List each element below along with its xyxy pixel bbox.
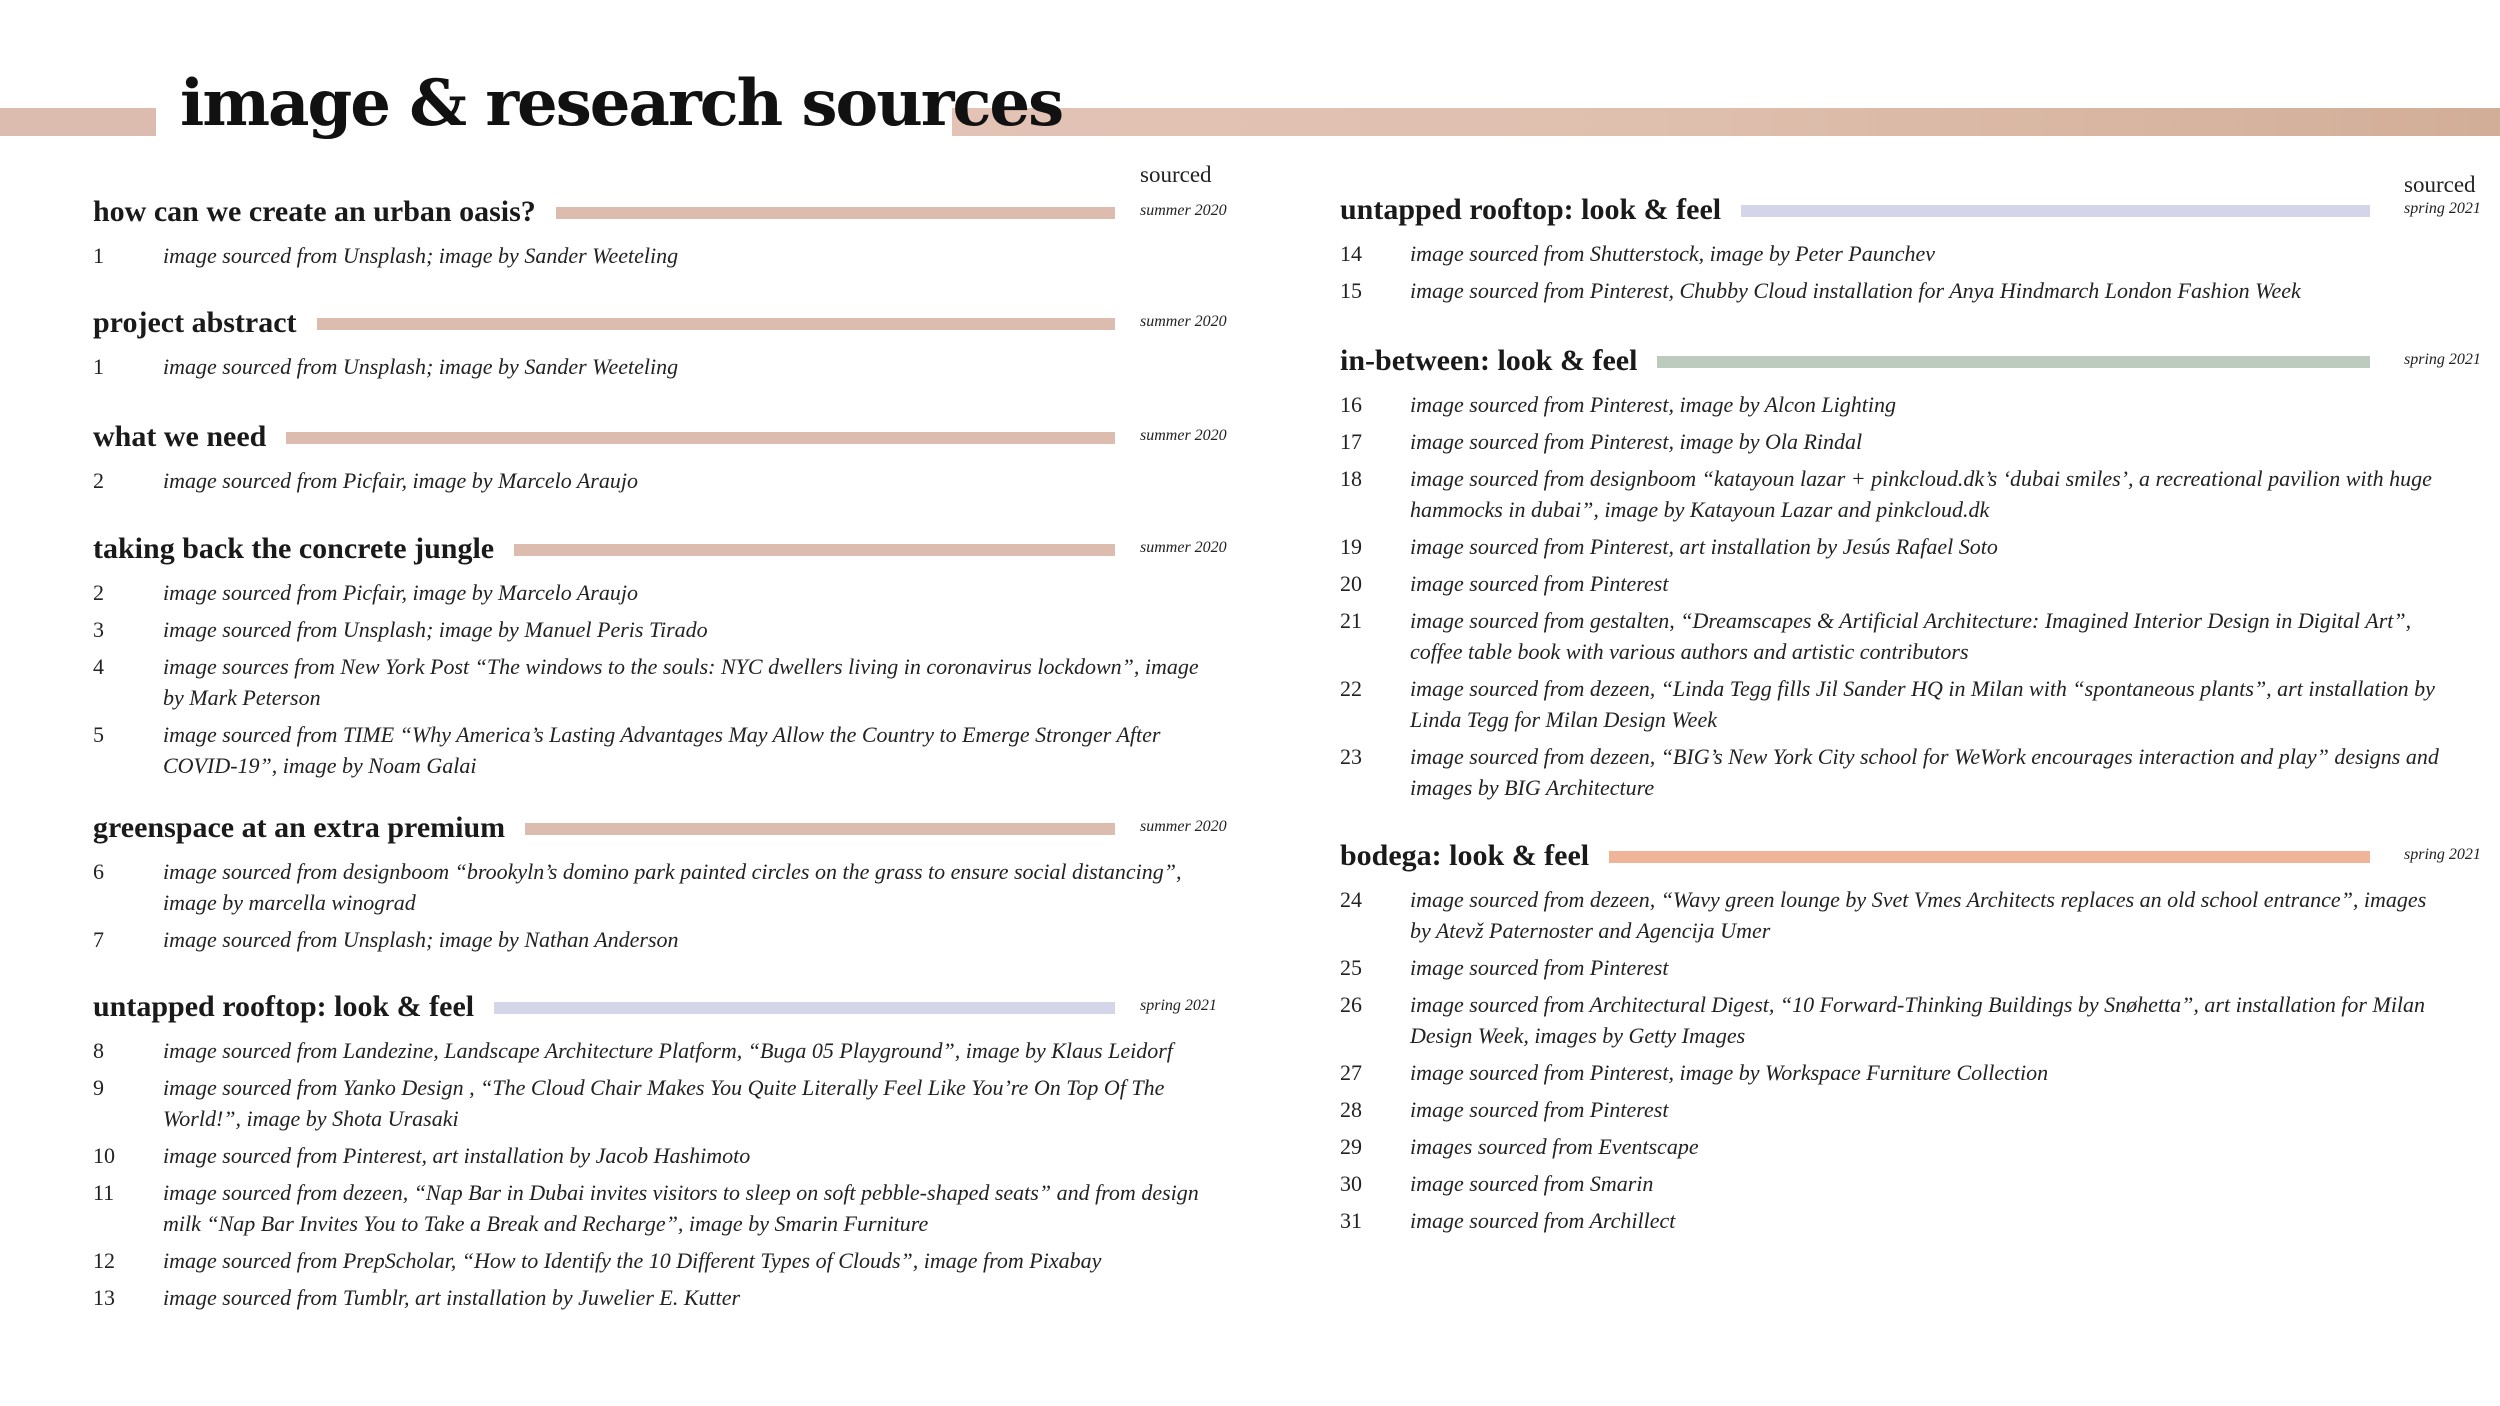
- source-number: 2: [93, 580, 104, 605]
- section-date: summer 2020: [1140, 539, 1227, 556]
- source-text: image sourced from Unsplash; image by Sander Weeteling: [163, 243, 679, 268]
- source-item: [1340, 673, 2480, 735]
- source-number: 14: [1340, 241, 1362, 266]
- source-item: [1340, 989, 2480, 1051]
- source-section: [93, 808, 1243, 961]
- source-text: image sourced from Picfair, image by Marcelo Araujo: [163, 468, 638, 493]
- section-header: [93, 417, 1243, 457]
- source-number: 4: [93, 654, 104, 679]
- section-date: spring 2021: [2404, 351, 2481, 368]
- section-date: spring 2021: [1140, 997, 1217, 1014]
- sourced-label-left: sourced: [1140, 162, 1212, 187]
- section-header: [93, 808, 1243, 848]
- source-section: [93, 987, 1243, 1319]
- source-text: image sourced from gestalten, “Dreamscapes & Artificial Architecture: Imagined Interior Design in Digital Art”, coffee table book with various authors and artistic contributors: [1410, 608, 2412, 664]
- source-items: [1340, 884, 2480, 1236]
- source-number: 22: [1340, 676, 1362, 701]
- source-text: image sourced from Pinterest: [1410, 571, 1669, 596]
- source-item: [93, 651, 1243, 713]
- source-items: [1340, 389, 2480, 803]
- source-text: image sourced from Unsplash; image by Nathan Anderson: [163, 927, 679, 952]
- source-text: image sourced from Pinterest, art installation by Jesús Rafael Soto: [1410, 534, 1998, 559]
- source-section: [1340, 190, 2480, 312]
- source-number: 3: [93, 617, 104, 642]
- source-item: [93, 351, 1243, 382]
- section-title: how can we create an urban oasis?: [93, 195, 536, 228]
- source-number: 20: [1340, 571, 1362, 596]
- source-item: [1340, 884, 2480, 946]
- source-item: [1340, 238, 2480, 269]
- source-text: image sourced from designboom “katayoun lazar + pinkcloud.dk’s ‘dubai smiles’, a recreational pavilion with huge hammocks in dubai”, image by Katayoun Lazar and pinkcloud.dk: [1410, 466, 2432, 522]
- source-number: 10: [93, 1143, 115, 1168]
- section-header: [93, 192, 1243, 232]
- source-number: 26: [1340, 992, 1362, 1017]
- section-divider-bar: [1741, 205, 2370, 217]
- source-item: [93, 856, 1243, 918]
- section-title: greenspace at an extra premium: [93, 811, 506, 844]
- section-date: spring 2021: [2404, 200, 2481, 217]
- source-text: image sourced from Architectural Digest, “10 Forward-Thinking Buildings by Snøhetta”, art installation for Milan Design Week, images by Getty Images: [1410, 992, 2426, 1048]
- title-bar-right: [952, 108, 2500, 136]
- source-text: image sourced from Landezine, Landscape Architecture Platform, “Buga 05 Playground”, image by Klaus Leidorf: [163, 1038, 1173, 1063]
- source-number: 2: [93, 468, 104, 493]
- section-header: [93, 987, 1243, 1027]
- section-title: bodega: look & feel: [1340, 839, 1590, 872]
- source-item: [93, 1072, 1243, 1134]
- source-section: [1340, 341, 2480, 809]
- source-number: 27: [1340, 1060, 1362, 1085]
- source-item: [93, 240, 1243, 271]
- source-text: image sourced from designboom “brookyln’s domino park painted circles on the grass to ensure social distancing”, image by marcella winograd: [163, 859, 1182, 915]
- source-number: 12: [93, 1248, 115, 1273]
- source-number: 29: [1340, 1134, 1362, 1159]
- source-item: [1340, 1168, 2480, 1199]
- source-item: [93, 1035, 1243, 1066]
- source-text: image sourced from Tumblr, art installation by Juwelier E. Kutter: [163, 1285, 741, 1310]
- section-divider-bar: [494, 1002, 1115, 1014]
- source-number: 9: [93, 1075, 104, 1100]
- section-divider-bar: [556, 207, 1115, 219]
- section-divider-bar: [1657, 356, 2370, 368]
- source-number: 24: [1340, 887, 1362, 912]
- source-number: 6: [93, 859, 104, 884]
- source-text: image sourced from Pinterest, image by Workspace Furniture Collection: [1410, 1060, 2049, 1085]
- section-divider-bar: [286, 432, 1115, 444]
- section-header: [1340, 341, 2480, 381]
- source-item: [1340, 275, 2480, 306]
- source-text: image sourced from Shutterstock, image by Peter Paunchev: [1410, 241, 1936, 266]
- source-text: image sourced from Pinterest, image by Alcon Lighting: [1410, 392, 1896, 417]
- source-text: image sourced from Pinterest: [1410, 955, 1669, 980]
- source-item: [93, 1177, 1243, 1239]
- source-items: [93, 240, 1243, 271]
- section-date: summer 2020: [1140, 202, 1227, 219]
- source-items: [93, 856, 1243, 955]
- source-text: image sourced from Pinterest, Chubby Cloud installation for Anya Hindmarch London Fashion Week: [1410, 278, 2301, 303]
- source-item: [1340, 741, 2480, 803]
- source-text: image sourced from dezeen, “Linda Tegg fills Jil Sander HQ in Milan with “spontaneous plants”, art installation by Linda Tegg for Milan Design Week: [1410, 676, 2435, 732]
- source-number: 1: [93, 354, 104, 379]
- source-item: [93, 1245, 1243, 1276]
- source-item: [1340, 1131, 2480, 1162]
- source-text: image sourced from Unsplash; image by Manuel Peris Tirado: [163, 617, 708, 642]
- source-text: image sourced from dezeen, “BIG’s New York City school for WeWork encourages interaction and play” designs and images by BIG Architecture: [1410, 744, 2439, 800]
- source-text: image sourced from Picfair, image by Marcelo Araujo: [163, 580, 638, 605]
- source-text: image sourced from Unsplash; image by Sander Weeteling: [163, 354, 679, 379]
- source-number: 23: [1340, 744, 1362, 769]
- source-items: [93, 465, 1243, 496]
- source-number: 7: [93, 927, 104, 952]
- section-divider-bar: [317, 318, 1115, 330]
- title-bar-left: [0, 108, 156, 136]
- source-number: 1: [93, 243, 104, 268]
- section-title: what we need: [93, 420, 267, 453]
- source-item: [93, 577, 1243, 608]
- source-section: [93, 192, 1243, 277]
- sourced-label-right: sourced: [2404, 172, 2476, 197]
- source-number: 21: [1340, 608, 1362, 633]
- source-item: [1340, 568, 2480, 599]
- source-items: [93, 1035, 1243, 1313]
- source-item: [1340, 1094, 2480, 1125]
- section-date: summer 2020: [1140, 818, 1227, 835]
- source-number: 5: [93, 722, 104, 747]
- section-header: [1340, 190, 2480, 230]
- source-number: 17: [1340, 429, 1362, 454]
- source-number: 18: [1340, 466, 1362, 491]
- source-item: [1340, 952, 2480, 983]
- source-item: [1340, 1057, 2480, 1088]
- section-header: [93, 529, 1243, 569]
- source-number: 19: [1340, 534, 1362, 559]
- source-text: image sourced from PrepScholar, “How to Identify the 10 Different Types of Clouds”, image from Pixabay: [163, 1248, 1102, 1273]
- source-text: image sourced from Pinterest: [1410, 1097, 1669, 1122]
- source-section: [93, 417, 1243, 502]
- source-item: [1340, 463, 2480, 525]
- source-section: [93, 303, 1243, 388]
- section-divider-bar: [525, 823, 1115, 835]
- source-items: [1340, 238, 2480, 306]
- source-item: [93, 719, 1243, 781]
- source-item: [1340, 605, 2480, 667]
- source-section: [1340, 836, 2480, 1242]
- section-title: taking back the concrete jungle: [93, 532, 495, 565]
- source-text: image sourced from Yanko Design , “The Cloud Chair Makes You Quite Literally Feel Like You’re On Top Of The World!”, image by Shota Urasaki: [163, 1075, 1165, 1131]
- source-number: 28: [1340, 1097, 1362, 1122]
- source-section: [93, 529, 1243, 787]
- source-item: [1340, 426, 2480, 457]
- source-number: 25: [1340, 955, 1362, 980]
- source-text: images sourced from Eventscape: [1410, 1134, 1699, 1159]
- source-text: image sourced from Smarin: [1410, 1171, 1654, 1196]
- source-item: [93, 1140, 1243, 1171]
- source-text: image sourced from Archillect: [1410, 1208, 1676, 1233]
- source-text: image sourced from TIME “Why America’s Lasting Advantages May Allow the Country to Emerge Stronger After COVID-19”, image by Noam Galai: [163, 722, 1161, 778]
- section-title: untapped rooftop: look & feel: [93, 990, 475, 1023]
- section-header: [1340, 836, 2480, 876]
- source-item: [1340, 531, 2480, 562]
- source-text: image sourced from dezeen, “Nap Bar in Dubai invites visitors to sleep on soft pebble-shaped seats” and from design milk “Nap Bar Invites You to Take a Break and Recharge”, image by Smarin Furniture: [163, 1180, 1199, 1236]
- section-title: in-between: look & feel: [1340, 344, 1638, 377]
- source-item: [93, 924, 1243, 955]
- source-item: [1340, 1205, 2480, 1236]
- section-date: spring 2021: [2404, 846, 2481, 863]
- section-date: summer 2020: [1140, 313, 1227, 330]
- source-number: 11: [93, 1180, 115, 1205]
- section-header: [93, 303, 1243, 343]
- source-number: 8: [93, 1038, 104, 1063]
- source-item: [93, 465, 1243, 496]
- source-items: [93, 577, 1243, 781]
- source-items: [93, 351, 1243, 382]
- source-item: [93, 614, 1243, 645]
- source-text: image sourced from Pinterest, image by Ola Rindal: [1410, 429, 1863, 454]
- source-number: 13: [93, 1285, 115, 1310]
- source-number: 15: [1340, 278, 1362, 303]
- section-title: untapped rooftop: look & feel: [1340, 193, 1722, 226]
- section-divider-bar: [514, 544, 1115, 556]
- source-text: image sources from New York Post “The windows to the souls: NYC dwellers living in coronavirus lockdown”, image by Mark Peterson: [163, 654, 1199, 710]
- section-divider-bar: [1609, 851, 2370, 863]
- page-title: image & research sources: [180, 66, 1063, 141]
- section-title: project abstract: [93, 306, 297, 339]
- source-item: [93, 1282, 1243, 1313]
- source-text: image sourced from Pinterest, art installation by Jacob Hashimoto: [163, 1143, 751, 1168]
- source-number: 16: [1340, 392, 1362, 417]
- source-item: [1340, 389, 2480, 420]
- section-date: summer 2020: [1140, 427, 1227, 444]
- source-text: image sourced from dezeen, “Wavy green lounge by Svet Vmes Architects replaces an old school entrance”, images by Atevž Paternoster and Agencija Umer: [1410, 887, 2427, 943]
- source-number: 31: [1340, 1208, 1362, 1233]
- source-number: 30: [1340, 1171, 1362, 1196]
